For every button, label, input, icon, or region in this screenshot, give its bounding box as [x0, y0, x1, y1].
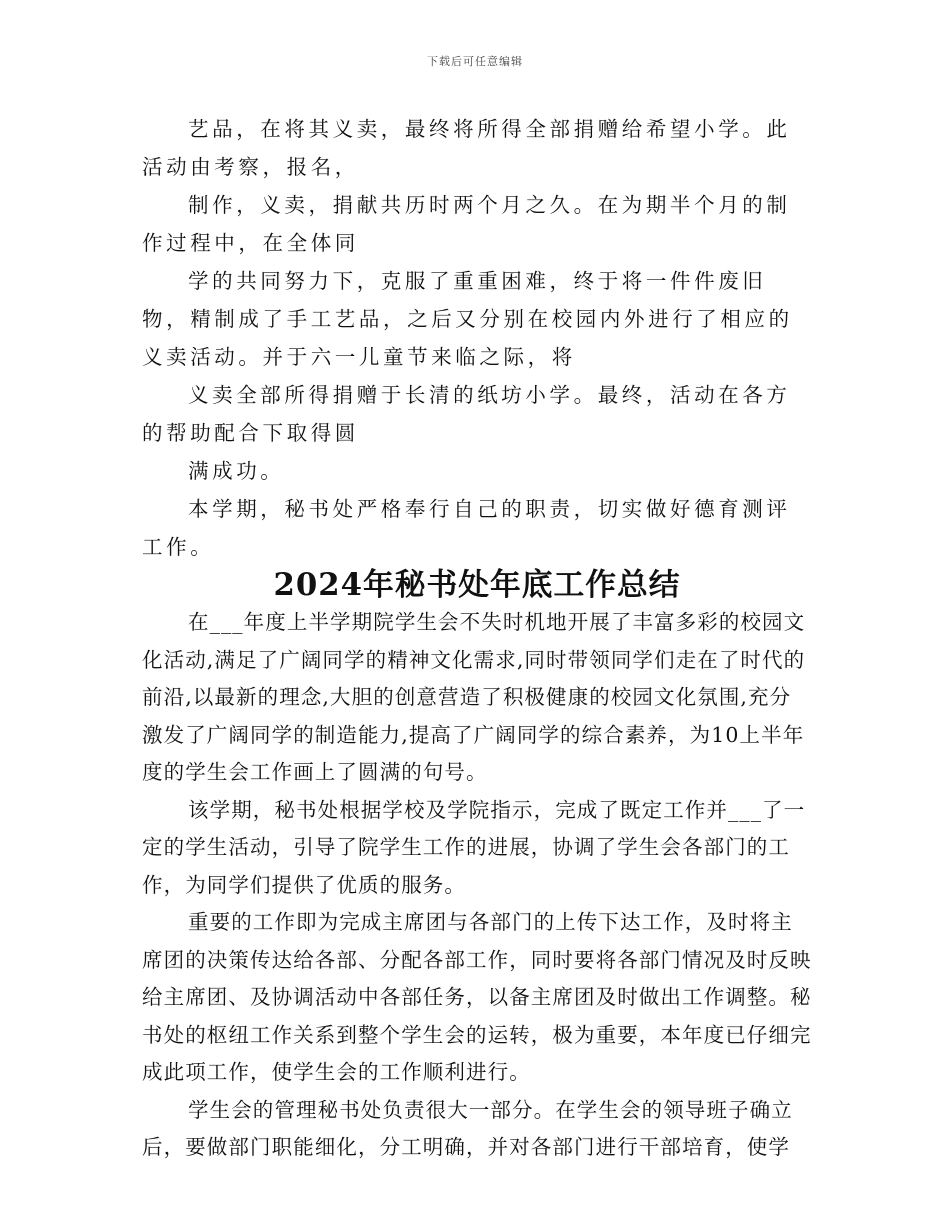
paragraph: 制作，义卖，捐献共历时两个月之久。在为期半个月的制作过程中，在全体同 — [142, 193, 791, 255]
paragraph: 重要的工作即为完成主席团与各部门的上传下达工作，及时将主席团的决策传达给各部、分配各部工作，同时要将各部门情况及时反映给主席团、及协调活动中各部任务，以备主席团及时做出工作调整。秘书处的枢纽工作关系到整个学生会的运转，极为重要，本年度已仔细完成此项工作，使学生会的工作顺利进行。 — [142, 910, 812, 1084]
document-body — [142, 110, 812, 1167]
paragraph: 义卖全部所得捐赠于长清的纸坊小学。最终，活动在各方的帮助配合下取得圆 — [142, 383, 791, 445]
paragraph: 该学期，秘书处根据学校及学院指示，完成了既定工作并___了一定的学生活动，引导了院学生工作的进展，协调了学生会各部门的工作，为同学们提供了优质的服务。 — [142, 797, 806, 897]
paragraph: 艺品，在将其义卖，最终将所得全部捐赠给希望小学。此活动由考察，报名， — [142, 117, 791, 179]
paragraph: 满成功。 — [188, 459, 285, 483]
paragraph: 学生会的管理秘书处负责很大一部分。在学生会的领导班子确立后，要做部门职能细化，分工明确，并对各部门进行干部培育，使学 — [142, 1097, 793, 1159]
section-title: 2024年秘书处年底工作总结 — [273, 567, 681, 603]
paragraph: 学的共同努力下，克服了重重困难，终于将一件件废旧物，精制成了手工艺品，之后又分别在校园内外进行了相应的义卖活动。并于六一儿童节来临之际，将 — [142, 269, 793, 369]
paragraph: 在___年度上半学期院学生会不失时机地开展了丰富多彩的校园文化活动,满足了广阔同学的精神文化需求,同时带领同学们走在了时代的前沿,以最新的理念,大胆的创意营造了积极健康的校园文化氛围,充分激发了广阔同学的制造能力,提高了广阔同学的综合素养，为10上半年度的学生会工作画上了圆满的句号。 — [142, 610, 806, 784]
page-header: 下载后可任意编辑 — [427, 55, 523, 68]
paragraph: 本学期，秘书处严格奉行自己的职责，切实做好德育测评工作。 — [142, 497, 791, 559]
